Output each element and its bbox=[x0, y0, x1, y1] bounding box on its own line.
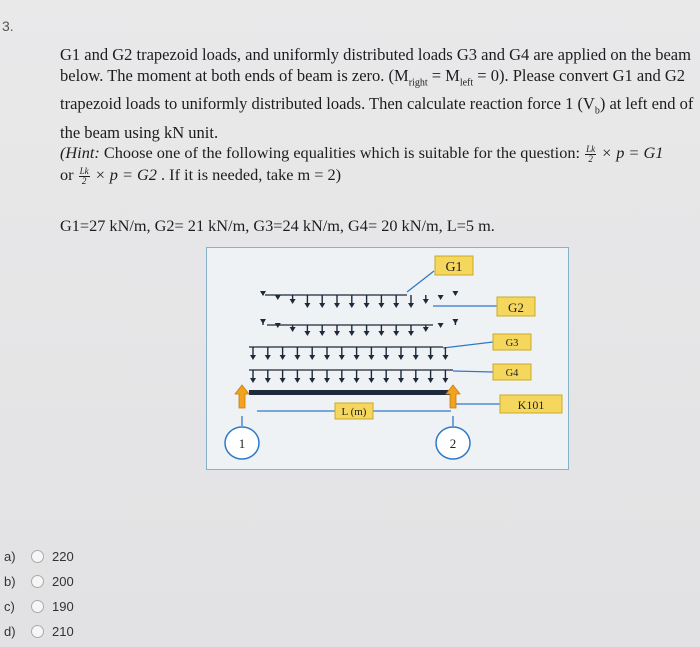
support-arrow-left bbox=[235, 385, 249, 408]
g2-load-arrow bbox=[452, 319, 458, 325]
question-number: 3. bbox=[2, 18, 14, 34]
g4-load-arrow bbox=[280, 370, 286, 383]
g2-load-arrow bbox=[438, 323, 444, 328]
support1-label: 1 bbox=[238, 436, 246, 451]
g1-load-arrow bbox=[334, 295, 340, 308]
question-text bbox=[60, 44, 700, 143]
g4-label: G4 bbox=[505, 368, 519, 379]
m-left-sub: left bbox=[459, 77, 474, 89]
g4-load-arrow bbox=[368, 370, 374, 383]
g1-load-arrow bbox=[349, 295, 355, 308]
g3-load-arrow bbox=[324, 347, 330, 360]
g2-load-arrow bbox=[364, 325, 370, 336]
beam-diagram bbox=[206, 247, 569, 470]
given-values: G1=27 kN/m, G2= 21 kN/m, G3=24 kN/m, G4= 20 kN/m, L=5 m. bbox=[60, 216, 495, 235]
hint-tail: . If it is needed, take m = 2) bbox=[156, 164, 342, 184]
g3-load-arrow bbox=[368, 347, 374, 360]
g1-load-arrow bbox=[378, 295, 384, 308]
frac-denominator: 2 bbox=[588, 153, 593, 164]
g2-load-arrow bbox=[393, 325, 399, 336]
g4-load-arrow bbox=[398, 370, 404, 383]
g4-load-arrow bbox=[265, 370, 271, 383]
g2-load-arrow bbox=[408, 325, 414, 336]
beam-diagram-svg bbox=[207, 248, 570, 471]
g3-load-arrow bbox=[428, 347, 434, 360]
frac-denominator: 2 bbox=[81, 175, 87, 186]
g2-label: G2 bbox=[508, 300, 524, 315]
g4-load-arrow bbox=[442, 370, 448, 383]
g4-load-arrow bbox=[413, 370, 419, 383]
question-text-part: = 0). Please convert G1 and G2 trapezoid loads to uniformly distributed loads. Then calculate reaction force 1 (V bbox=[60, 66, 686, 114]
option-value: 190 bbox=[52, 598, 74, 614]
beam bbox=[249, 390, 455, 395]
option-value: 210 bbox=[52, 623, 74, 639]
or-word: or bbox=[60, 164, 78, 184]
g3-load-arrow bbox=[339, 347, 345, 360]
radio-button[interactable] bbox=[31, 575, 44, 588]
g3-leader bbox=[443, 342, 493, 348]
option-value: 220 bbox=[52, 548, 74, 564]
g1-label: G1 bbox=[445, 260, 463, 275]
g2-load-arrow bbox=[304, 325, 310, 336]
g4-load-arrow bbox=[309, 370, 315, 383]
g1-load-arrow bbox=[438, 295, 444, 300]
option-letter: c) bbox=[4, 598, 15, 614]
g2-load-arrow bbox=[334, 325, 340, 336]
question-text-part: G1 and G2 trapezoid loads, and uniformly distributed loads G3 and G4 are applied on the beam below. The moment at both ends of beam is zero. (M bbox=[60, 45, 691, 85]
option-value: 200 bbox=[52, 573, 74, 589]
frac-numerator: Lk bbox=[586, 143, 596, 154]
g3-load-arrow bbox=[250, 347, 256, 360]
option-letter: a) bbox=[4, 548, 16, 564]
g2-load-arrow bbox=[290, 325, 296, 332]
hint-text bbox=[60, 142, 700, 186]
hint-label: (Hint: bbox=[60, 143, 100, 162]
fraction-lk-2 bbox=[79, 167, 90, 186]
question-text-part: = M bbox=[427, 66, 460, 85]
option-d[interactable] bbox=[0, 621, 120, 641]
g3-load-arrow bbox=[442, 347, 448, 360]
load-arrows bbox=[249, 291, 458, 383]
g2-load-arrow bbox=[378, 325, 384, 336]
radio-button[interactable] bbox=[31, 625, 44, 638]
frac-numerator: Lk bbox=[79, 165, 89, 176]
support2-label: 2 bbox=[449, 436, 457, 451]
g4-load-arrow bbox=[428, 370, 434, 383]
radio-button[interactable] bbox=[31, 600, 44, 613]
g2-load-arrow bbox=[349, 325, 355, 336]
g1-load-arrow bbox=[319, 295, 325, 308]
option-a[interactable] bbox=[0, 546, 120, 566]
g1-load-arrow bbox=[304, 295, 310, 308]
radio-button[interactable] bbox=[31, 550, 44, 563]
g1-load-arrow bbox=[275, 295, 281, 300]
g1-load-arrow bbox=[452, 291, 458, 296]
hint-body: Choose one of the following equalities which is suitable for the question: bbox=[99, 143, 585, 162]
g1-load-arrow bbox=[423, 295, 429, 304]
g1-load-arrow bbox=[290, 295, 296, 304]
g3-load-arrow bbox=[294, 347, 300, 360]
fraction-lk-2 bbox=[585, 145, 596, 164]
g3-load-arrow bbox=[280, 347, 286, 360]
g4-load-arrow bbox=[324, 370, 330, 383]
g4-load-arrow bbox=[294, 370, 300, 383]
g3-load-arrow bbox=[265, 347, 271, 360]
option-letter: d) bbox=[4, 623, 16, 639]
m-right-sub: right bbox=[408, 77, 428, 89]
g2-load-arrow bbox=[319, 325, 325, 336]
g3-load-arrow bbox=[354, 347, 360, 360]
g2-load-arrow bbox=[260, 319, 266, 325]
equation-g1: × p = G1 bbox=[597, 143, 664, 162]
g4-leader bbox=[453, 371, 493, 372]
g3-load-arrow bbox=[309, 347, 315, 360]
g4-load-arrow bbox=[250, 370, 256, 383]
span-label: L (m) bbox=[341, 406, 367, 418]
option-letter: b) bbox=[4, 573, 16, 589]
g1-load-arrow bbox=[408, 295, 414, 308]
g4-load-arrow bbox=[383, 370, 389, 383]
v-sub: b bbox=[594, 105, 600, 117]
g1-load-arrow bbox=[393, 295, 399, 308]
g4-load-arrow bbox=[354, 370, 360, 383]
g3-load-arrow bbox=[383, 347, 389, 360]
g4-load-arrow bbox=[339, 370, 345, 383]
option-c[interactable] bbox=[0, 596, 120, 616]
g1-leader bbox=[407, 271, 434, 292]
g1-load-arrow bbox=[364, 295, 370, 308]
g2-load-arrow bbox=[423, 325, 429, 332]
g3-load-arrow bbox=[413, 347, 419, 360]
option-b[interactable] bbox=[0, 571, 120, 591]
question-text-part: ) at left end of the beam using kN unit. bbox=[60, 94, 694, 142]
g3-label: G3 bbox=[505, 338, 519, 349]
k101-label: K101 bbox=[517, 398, 545, 412]
g3-load-arrow bbox=[398, 347, 404, 360]
equation-g2: × p = G2 bbox=[90, 164, 157, 184]
